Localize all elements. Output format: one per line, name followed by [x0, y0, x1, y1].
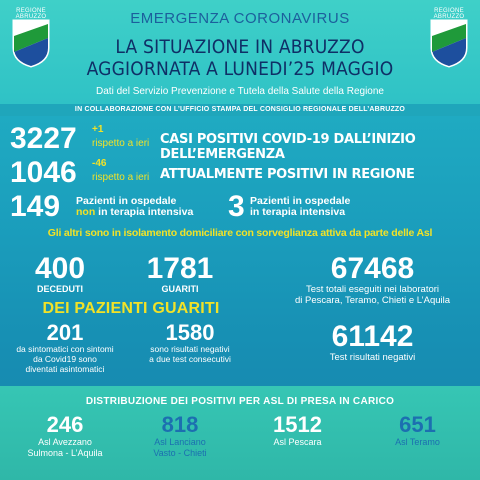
guariti-asintomatici-label: [0, 344, 130, 374]
ospedale-non-ti-label-line1: Pazienti in ospedale: [76, 195, 177, 207]
guariti-asintomatici-label-line2: da Covid19 sono: [33, 354, 97, 364]
guariti-section-title: DEI PAZIENTI GUARITI: [42, 300, 220, 317]
deceduti-value: 400: [34, 252, 86, 285]
attualmente-positivi-delta: -46: [92, 158, 107, 169]
isolamento-note: Gli altri sono in isolamento domiciliare con sorveglianza attiva da parte delle Asl: [47, 227, 433, 239]
guariti-negativi-value: 1580: [165, 320, 215, 345]
asl-pescara-label: Asl Pescara: [273, 437, 322, 447]
guariti-value: 1781: [146, 252, 214, 285]
emergenza-heading: EMERGENZA CORONAVIRUS: [130, 10, 350, 27]
ospedale-non-ti-value: 149: [10, 190, 61, 223]
positivi-totali-delta-label: rispetto a ieri: [92, 138, 150, 149]
test-negativi-label: Test risultati negativi: [329, 352, 416, 363]
guariti-negativi-label-line2: a due test consecutivi: [149, 354, 231, 364]
positivi-totali-value: 3227: [10, 122, 77, 155]
ospedale-ti-value: 3: [228, 190, 245, 223]
positivi-totali-label: CASI POSITIVI COVID-19 DALL’INIZIO DELL’EMERGENZA: [160, 132, 416, 162]
page-title-line1: LA SITUAZIONE IN ABRUZZO: [115, 36, 365, 58]
asl-teramo-value: 651: [399, 412, 436, 437]
ospedale-ti-label-line1: Pazienti in ospedale: [250, 195, 351, 207]
collaboration-banner: IN COLLABORAZIONE CON L’UFFICIO STAMPA DEL CONSIGLIO REGIONALE DELL’ABRUZZO: [0, 104, 480, 116]
deceduti-label: DECEDUTI: [36, 284, 83, 294]
test-negativi-value: 61142: [331, 320, 414, 353]
asl-avezzano-label-line2: Sulmona - L’Aquila: [27, 448, 103, 458]
test-totali-label: [270, 284, 475, 306]
test-totali-label-line2: di Pescara, Teramo, Chieti e L’Aquila: [294, 295, 451, 306]
asl-avezzano-value: 246: [46, 412, 84, 437]
asl-section-title: DISTRIBUZIONE DEI POSITIVI PER ASL DI PRESA IN CARICO: [85, 396, 395, 407]
asl-avezzano-label: [10, 437, 120, 459]
ospedale-ti-label-line2: in terapia intensiva: [250, 206, 346, 218]
test-totali-label-line1: Test totali eseguiti nei laboratori: [305, 284, 440, 295]
asl-lanciano-label: [125, 437, 235, 459]
attualmente-positivi-value: 1046: [10, 156, 77, 189]
asl-lanciano-value: 818: [161, 412, 199, 437]
guariti-asintomatici-value: 201: [46, 320, 84, 345]
attualmente-positivi-label: ATTUALMENTE POSITIVI IN REGIONE: [160, 167, 415, 182]
guariti-asintomatici-label-line1: da sintomatici con sintomi: [16, 344, 114, 354]
page-title-line2: AGGIORNATA A LUNEDI’25 MAGGIO: [86, 58, 394, 80]
guariti-asintomatici-label-line3: diventati asintomatici: [25, 364, 105, 374]
ospedale-non-ti-label: [76, 196, 193, 218]
logo-text: REGIONE ABRUZZO: [433, 8, 465, 20]
guariti-label: GUARITI: [161, 284, 199, 294]
asl-lanciano-label-line1: Asl Lanciano: [154, 437, 206, 447]
asl-avezzano-label-line1: Asl Avezzano: [38, 437, 92, 447]
test-totali-value: 67468: [330, 252, 415, 285]
asl-lanciano-label-line2: Vasto - Chieti: [153, 448, 207, 458]
positivi-totali-delta: +1: [92, 124, 104, 135]
asl-teramo-label: Asl Teramo: [395, 437, 440, 447]
ospedale-non-ti-label-line2: [76, 207, 193, 218]
guariti-negativi-label-line1: sono risultati negativi: [150, 344, 230, 354]
logo-text: REGIONE ABRUZZO: [15, 8, 47, 20]
ospedale-non-word: non: [76, 206, 96, 218]
page-subtitle: Dati del Servizio Prevenzione e Tutela della Salute della Regione: [96, 86, 384, 97]
attualmente-positivi-delta-label: rispetto a ieri: [92, 172, 150, 183]
ospedale-ti-label: [250, 196, 350, 218]
ospedale-non-ti-label-rest: in terapia intensiva: [95, 206, 194, 218]
asl-pescara-value: 1512: [273, 412, 322, 437]
guariti-negativi-label: [130, 344, 250, 364]
